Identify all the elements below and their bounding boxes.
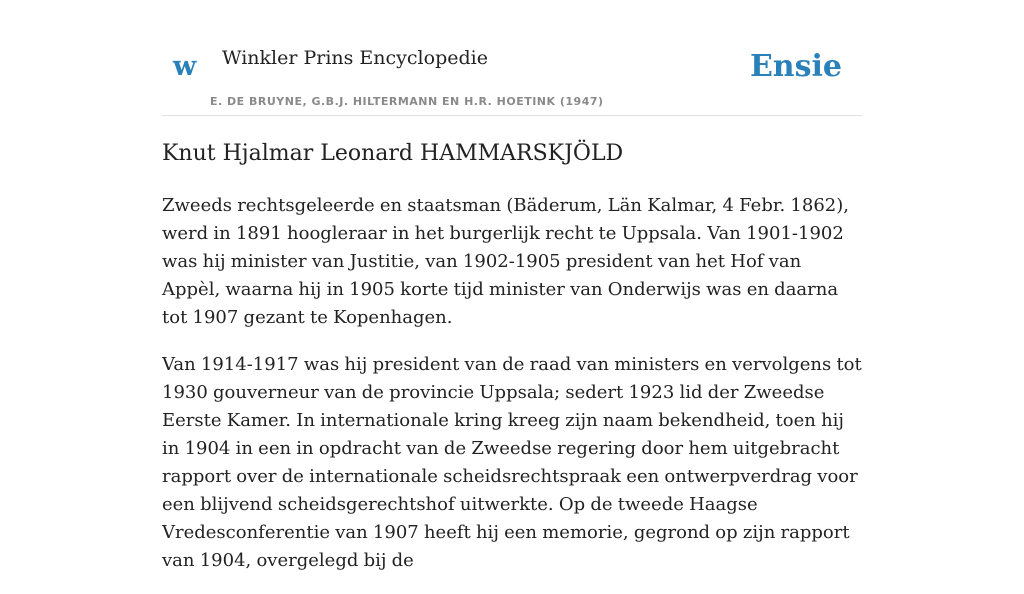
article-paragraph: Van 1914-1917 was hij president van de raad van ministers en vervolgens tot 1930 gouverneur van de provincie Uppsala; sedert 1923 lid der Zweedse Eerste Kamer. In internationale kring kreeg zijn naam bekendheid, toen hij in 1904 in een in opdracht van de Zweedse regering door hem uitgebracht rapport over de internationale scheidsrechtspraak een ontwerpverdrag voor een blijvend scheidsgerechtshof uitwerkte. Op de tweede Haagse Vredesconferentie van 1907 heeft hij een memorie, gegrond op zijn rapport van 1904, overgelegd bij de [162, 354, 862, 571]
article-title: Knut Hjalmar Leonard HAMMARSKJÖLD [162, 141, 624, 166]
article-body [162, 192, 862, 594]
article-paragraph: Zweeds rechtsgeleerde en staatsman (Bäderum, Län Kalmar, 4 Febr. 1862), werd in 1891 hoogleraar in het burgerlijk recht te Uppsala. Van 1901-1902 was hij minister van Justitie, van 1902-1905 president van het Hof van Appèl, waarna hij in 1905 korte tijd minister van Onderwijs was en daarna tot 1907 gezant te Kopenhagen. [162, 195, 849, 328]
source-authors: E. DE BRUYNE, G.B.J. HILTERMANN EN H.R. HOETINK (1947) [210, 95, 604, 108]
ensie-brand-logo[interactable]: Ensie [749, 49, 842, 84]
winkler-prins-logo[interactable]: w [173, 51, 197, 82]
source-title[interactable]: Winkler Prins Encyclopedie [222, 47, 488, 69]
source-header [162, 40, 862, 116]
